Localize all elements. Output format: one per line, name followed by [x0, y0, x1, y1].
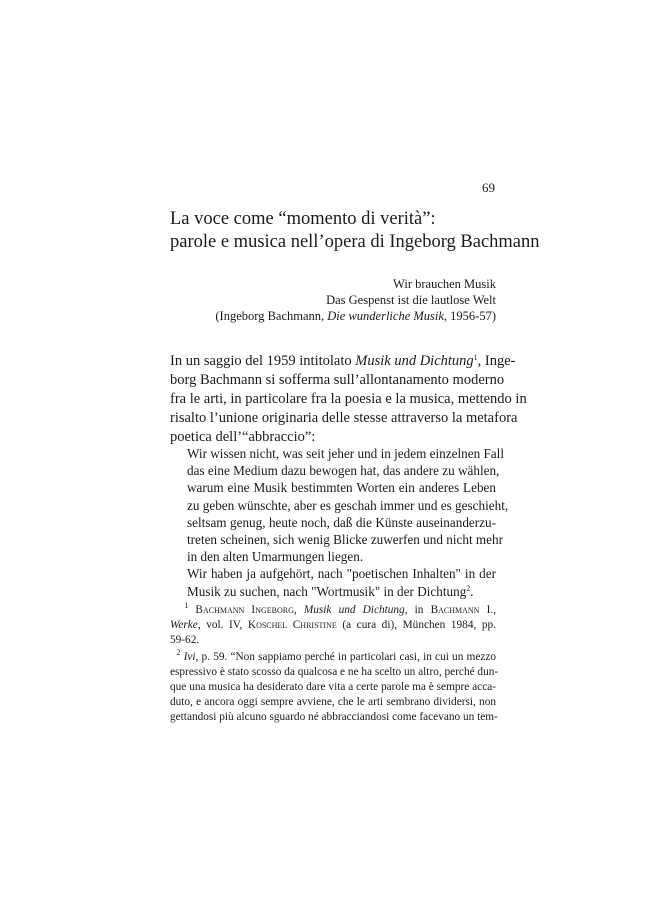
quote-line: Wir haben ja aufgehört, nach "poetischen Inhalten" in der	[187, 566, 496, 582]
quote-line: warum eine Musik bestimmten Worten ein anderes Leben	[187, 480, 496, 496]
footnote-line: Werke, vol. IV, Koschel Christine (a cura di), München 1984, pp.	[170, 619, 496, 631]
footnote-1	[170, 603, 496, 648]
epigraph-attribution: (Ingeborg Bachmann, Die wunderliche Musik, 1956-57)	[215, 309, 496, 323]
quote-line: zu geben wünschte, aber es geschah immer und es geschieht,	[187, 497, 509, 513]
quote-line: seltsam genug, heute noch, daß die Künste auseinanderzu-	[187, 514, 496, 530]
title-line: La voce come “momento di verità”:	[170, 209, 436, 229]
footnote-line: gettandosi più alcuno sguardo né abbracciandosi come facevano un tem-	[170, 711, 498, 723]
footnote-number: 2	[176, 648, 181, 657]
chapter-title	[170, 208, 540, 254]
footnotes	[170, 601, 499, 725]
footnote-line: $^2$ Ivi, p. 59. “Non sappiamo perché in particolari casi, in cui un mezzo	[176, 648, 497, 663]
footnote-2	[170, 648, 499, 725]
block-quote	[187, 445, 509, 600]
quote-line: das eine Medium dazu bewogen hat, das andere zu wählen,	[187, 463, 500, 479]
quote-line: in den alten Umarmungen liegen.	[187, 549, 364, 565]
epigraph-work-title: Die wunderliche Musik	[327, 309, 444, 323]
work-title: Musik und Dichtung	[355, 353, 474, 369]
text-line: In un saggio del 1959 intitolato Musik und Dichtung$^1$, Inge-	[170, 353, 516, 369]
quote-line: Musik zu suchen, nach "Wortmusik" in der Dichtung$^2$.	[187, 583, 474, 599]
footnote-line: duto, e ancora oggi sempre avviene, che le arti sembrano dividersi, non	[170, 696, 496, 708]
body-paragraph	[170, 352, 527, 447]
footnote-line: 59-62.	[170, 634, 200, 646]
footnote-line: espressivo è stato scosso da qualcosa e ne ha scelto un altro, perché dun-	[170, 666, 499, 678]
footnote-ref[interactable]: 2	[466, 583, 471, 593]
epigraph-line: Das Gespenst ist die lautlose Welt	[326, 293, 496, 307]
title-line: parole e musica nell’opera di Ingeborg Bachmann	[170, 232, 540, 252]
text-line: fra le arti, in particolare fra la poesia e la musica, mettendo in	[170, 391, 527, 407]
footnote-ref[interactable]: 1	[473, 353, 478, 362]
text-line: poetica dell’“abbraccio”:	[170, 429, 316, 445]
quote-line: treten scheinen, sich wenig Blicke zuwerfen und nicht mehr	[187, 532, 504, 548]
text-line: risalto l’unione originaria delle stesse attraverso la metafora	[170, 410, 518, 426]
page-number: 69	[482, 180, 495, 195]
epigraph	[200, 276, 496, 324]
footnote-line: que una musica ha desiderato dare vita a certe parole ma è sempre acca-	[170, 681, 496, 693]
text-line: borg Bachmann si sofferma sull’allontanamento moderno	[170, 372, 505, 388]
footnote-number: 1	[184, 601, 189, 610]
epigraph-line: Wir brauchen Musik	[393, 277, 496, 291]
quote-line: Wir wissen nicht, was seit jeher und in jedem einzelnen Fall	[187, 446, 504, 461]
footnote-line: $^1$ Bachmann Ingeborg, Musik und Dichtung, in Bachmann I.,	[184, 601, 497, 616]
